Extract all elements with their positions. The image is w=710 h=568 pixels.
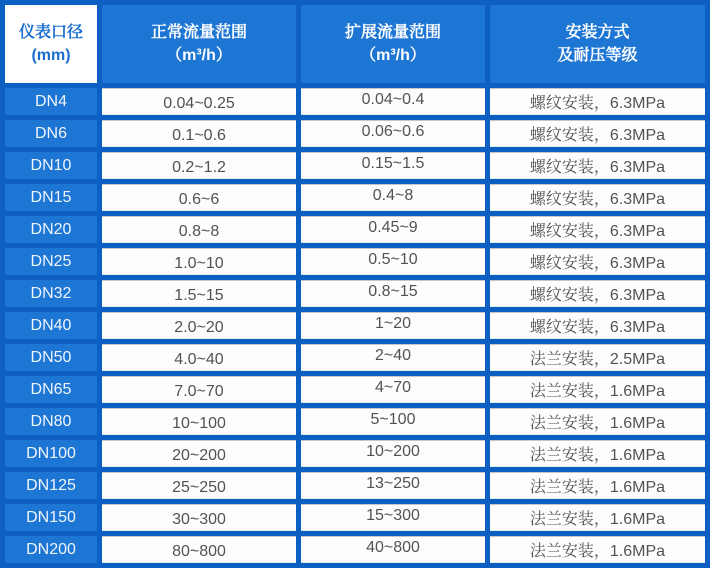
- cell-install: 法兰安装，1.6MPa: [490, 536, 705, 563]
- header-extended-line1: 扩展流量范围: [344, 24, 441, 41]
- header-cell-install: [490, 5, 705, 83]
- cell-install: 螺纹安装，6.3MPa: [490, 120, 705, 147]
- cell-size: DN200: [5, 536, 97, 563]
- cell-normal-range: 80~800: [102, 536, 296, 563]
- cell-extended-range: 0.45~9: [301, 216, 485, 243]
- cell-extended-range: 0.15~1.5: [301, 152, 485, 179]
- cell-install: 螺纹安装，6.3MPa: [490, 312, 705, 339]
- header-normal-line1: 正常流量范围: [150, 24, 247, 41]
- header-normal-line2: （m³/h）: [166, 47, 232, 64]
- cell-extended-range: 0.06~0.6: [301, 120, 485, 147]
- cell-size: DN125: [5, 472, 97, 499]
- cell-normal-range: 2.0~20: [102, 312, 296, 339]
- cell-size: DN40: [5, 312, 97, 339]
- cell-install: 螺纹安装，6.3MPa: [490, 248, 705, 275]
- cell-normal-range: 0.1~0.6: [102, 120, 296, 147]
- cell-normal-range: 0.2~1.2: [102, 152, 296, 179]
- cell-extended-range: 0.4~8: [301, 184, 485, 211]
- cell-install: 螺纹安装，6.3MPa: [490, 88, 705, 115]
- cell-extended-range: 0.5~10: [301, 248, 485, 275]
- cell-install: 法兰安装，1.6MPa: [490, 376, 705, 403]
- cell-size: DN4: [5, 88, 97, 115]
- cell-extended-range: 13~250: [301, 472, 485, 499]
- cell-size: DN65: [5, 376, 97, 403]
- cell-size: DN32: [5, 280, 97, 307]
- cell-extended-range: 4~70: [301, 376, 485, 403]
- cell-size: DN80: [5, 408, 97, 435]
- cell-size: DN10: [5, 152, 97, 179]
- header-diameter-line1: 仪表口径: [18, 24, 83, 41]
- cell-size: DN150: [5, 504, 97, 531]
- cell-install: 法兰安装，1.6MPa: [490, 472, 705, 499]
- cell-install: 法兰安装，1.6MPa: [490, 504, 705, 531]
- cell-size: DN100: [5, 440, 97, 467]
- cell-install: 螺纹安装，6.3MPa: [490, 152, 705, 179]
- cell-size: DN15: [5, 184, 97, 211]
- cell-normal-range: 7.0~70: [102, 376, 296, 403]
- cell-normal-range: 0.04~0.25: [102, 88, 296, 115]
- cell-size: DN6: [5, 120, 97, 147]
- cell-normal-range: 30~300: [102, 504, 296, 531]
- cell-install: 法兰安装，1.6MPa: [490, 408, 705, 435]
- cell-extended-range: 0.8~15: [301, 280, 485, 307]
- cell-size: DN20: [5, 216, 97, 243]
- cell-normal-range: 25~250: [102, 472, 296, 499]
- header-cell-normal-range: [102, 5, 296, 83]
- cell-normal-range: 1.5~15: [102, 280, 296, 307]
- cell-extended-range: 0.04~0.4: [301, 88, 485, 115]
- cell-install: 螺纹安装，6.3MPa: [490, 184, 705, 211]
- cell-size: DN50: [5, 344, 97, 371]
- header-install-line1: 安装方式: [565, 24, 630, 41]
- cell-normal-range: 0.8~8: [102, 216, 296, 243]
- cell-normal-range: 4.0~40: [102, 344, 296, 371]
- cell-extended-range: 15~300: [301, 504, 485, 531]
- cell-extended-range: 2~40: [301, 344, 485, 371]
- cell-install: 螺纹安装，6.3MPa: [490, 216, 705, 243]
- cell-extended-range: 10~200: [301, 440, 485, 467]
- header-extended-line2: （m³/h）: [360, 47, 426, 64]
- header-cell-extended-range: [301, 5, 485, 83]
- cell-extended-range: 1~20: [301, 312, 485, 339]
- header-cell-diameter: [5, 5, 97, 83]
- cell-normal-range: 20~200: [102, 440, 296, 467]
- cell-install: 法兰安装，2.5MPa: [490, 344, 705, 371]
- cell-normal-range: 10~100: [102, 408, 296, 435]
- cell-normal-range: 1.0~10: [102, 248, 296, 275]
- cell-extended-range: 5~100: [301, 408, 485, 435]
- cell-install: 法兰安装，1.6MPa: [490, 440, 705, 467]
- cell-size: DN25: [5, 248, 97, 275]
- cell-normal-range: 0.6~6: [102, 184, 296, 211]
- header-diameter-line2: (mm): [31, 47, 71, 64]
- header-install-line2: 及耐压等级: [557, 47, 638, 64]
- cell-extended-range: 40~800: [301, 536, 485, 563]
- cell-install: 螺纹安装，6.3MPa: [490, 280, 705, 307]
